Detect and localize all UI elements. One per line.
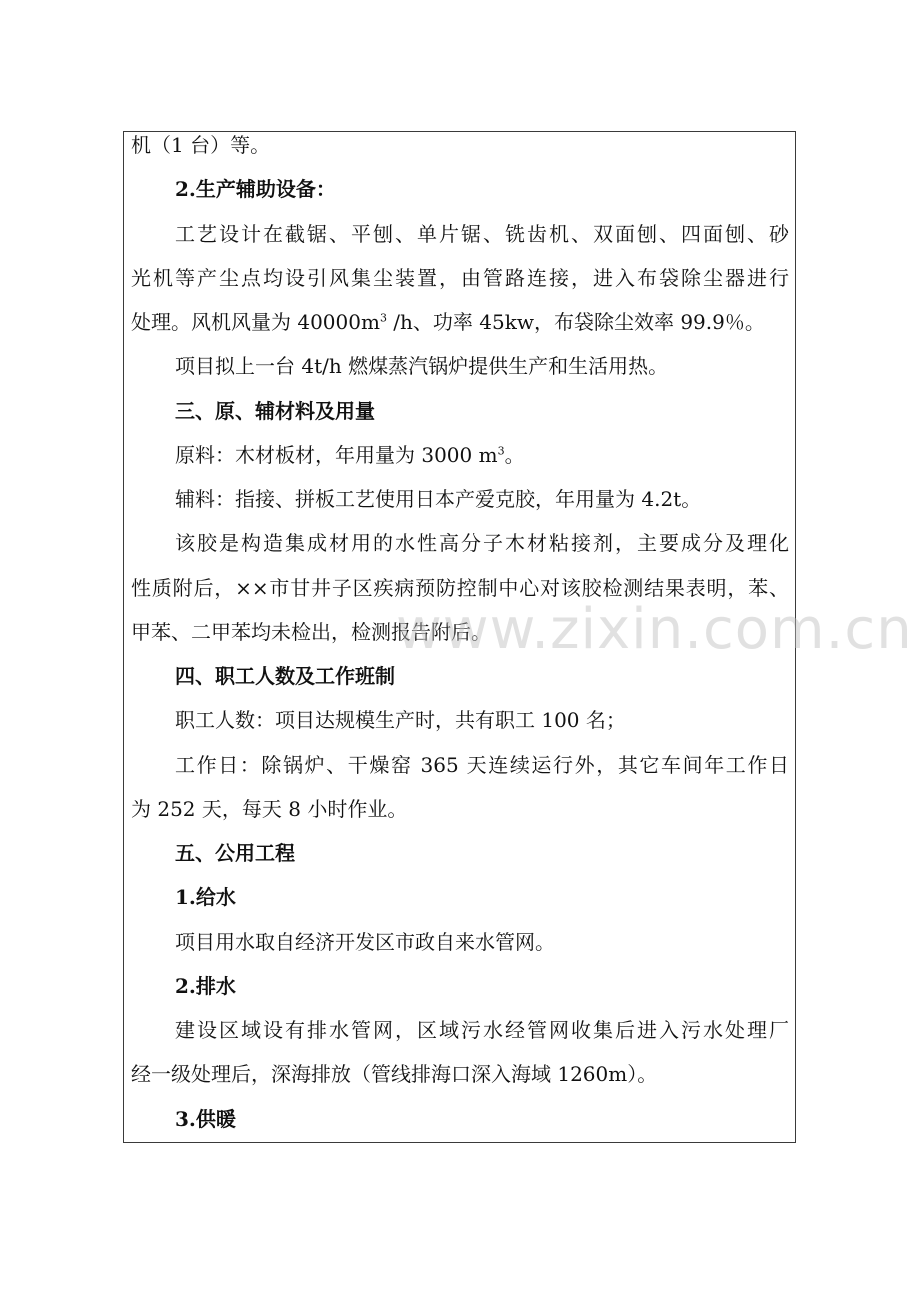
section-heading: 四、职工人数及工作班制 [175, 664, 395, 688]
paragraph-line: 光机等产尘点均设引风集尘装置，由管路连接，进入布袋除尘器进行 [131, 266, 789, 290]
paragraph-line: 职工人数：项目达规模生产时，共有职工 100 名； [175, 708, 626, 732]
subsection-heading: 3.供暖 [175, 1107, 236, 1131]
paragraph-line: 经一级处理后，深海排放（管线排海口深入海域 1260m）。 [131, 1062, 658, 1086]
paragraph-line: 该胶是构造集成材用的水性高分子木材粘接剂，主要成分及理化 [175, 531, 789, 555]
paragraph-line: 甲苯、二甲苯均未检出，检测报告附后。 [131, 620, 491, 644]
text-line: 机（1 台）等。 [131, 133, 271, 157]
paragraph-line: 项目用水取自经济开发区市政自来水管网。 [175, 930, 555, 954]
paragraph-line: 项目拟上一台 4t/h 燃煤蒸汽锅炉提供生产和生活用热。 [175, 354, 669, 378]
section-heading: 三、原、辅材料及用量 [175, 399, 375, 423]
subsection-heading: 2.排水 [175, 974, 236, 998]
section-heading: 2.生产辅助设备： [175, 177, 336, 201]
paragraph-line: 工作日：除锅炉、干燥窑 365 天连续运行外，其它车间年工作日 [175, 753, 789, 777]
paragraph-line: 为 252 天，每天 8 小时作业。 [131, 797, 408, 821]
subsection-heading: 1.给水 [175, 885, 236, 909]
paragraph-line: 原料：木材板材，年用量为 3000 $m^3$。 [175, 443, 525, 467]
paragraph-line: 性质附后，××市甘井子区疾病预防控制中心对该胶检测结果表明，苯、 [131, 576, 789, 600]
section-heading: 五、公用工程 [175, 841, 295, 865]
paragraph-line: 辅料：指接、拼板工艺使用日本产爱克胶，年用量为 4.2t。 [175, 487, 702, 511]
paragraph-line: 处理。风机风量为 $40000m^3$ /h、功率 45kw，布袋除尘效率 99.9％。 [131, 310, 765, 334]
watermark: www.zixin.com.cn [396, 597, 913, 662]
paragraph-line: 工艺设计在截锯、平刨、单片锯、铣齿机、双面刨、四面刨、砂 [175, 222, 789, 246]
paragraph-line: 建设区域设有排水管网，区域污水经管网收集后进入污水处理厂 [175, 1018, 789, 1042]
